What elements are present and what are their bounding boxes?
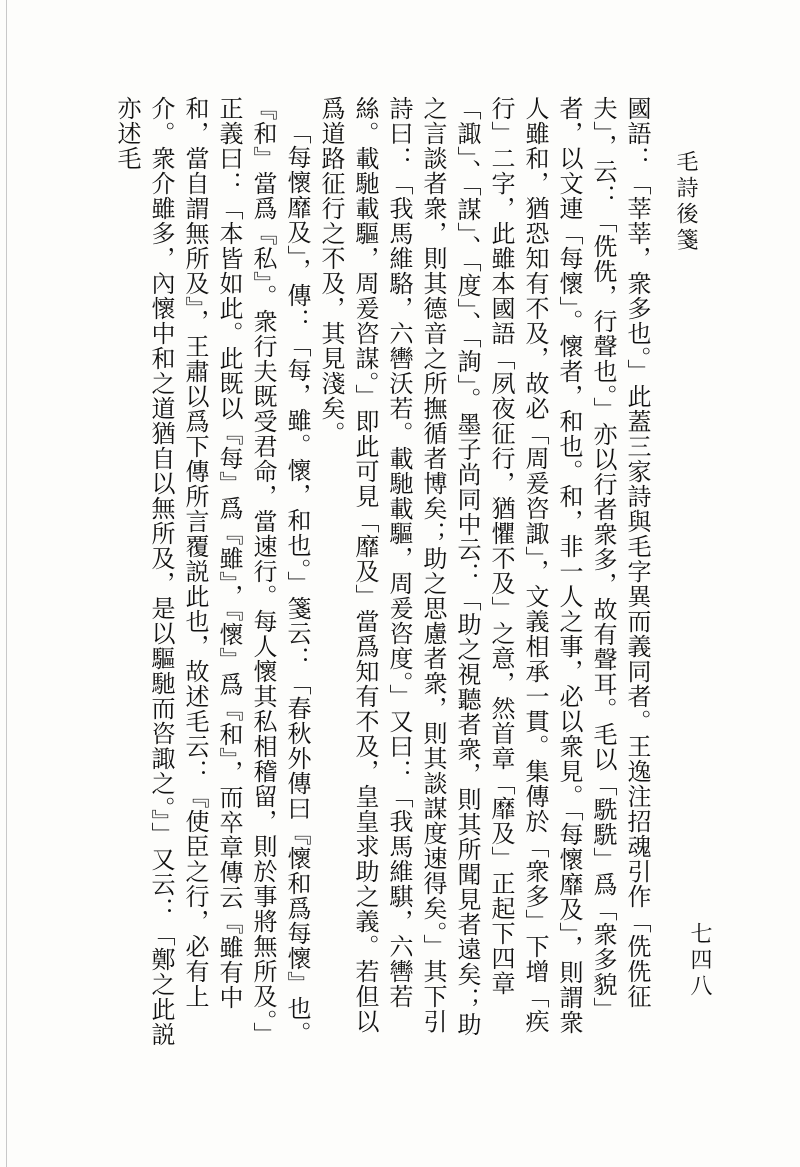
paragraph-2: 「每懷靡及」，傳：「每，雖。懷，和也。」箋云：「春秋外傳曰『懷和爲每懷』也。『和』當爲『私』。衆行夫既受君命，當速行。每人懷其私相稽留，則於事將無所及。」正義曰：「本皆如此。此既以『每』爲『雖』，『懷』爲『和』，而卒章傳云『雖有中和，當自謂無所及』，王肅以爲下傳所言覆説此也，故述毛云：『使臣之行，必有上介。衆介雖多，內懷中和之道猶自以無所及，是以驅馳而咨諏之。』」又云：「鄭之此説亦述毛 [113,96,311,1047]
text-body [88,96,654,1056]
paragraph-1: 國語：「莘莘，衆多也。」此蓋三家詩與毛字異而義同者。王逸注招魂引作「侁侁征夫」，云：「侁侁，行聲也。」亦以行者衆多，故有聲耳。毛以「駪駪」爲「衆多貌」者，以文連「每懷」。懷者，和也。和，非一人之事，必以衆見。「每懷靡及」，則謂衆人雖和，猶恐知有不及，故必「周爰咨諏」，文義相承一貫。集傳於「衆多」下增「疾行」二字，此雖本國語「夙夜征行，猶懼不及」之意，然首章「靡及」正起下四章「諏」、「謀」、「度」、「詢」。墨子尚同中云：「助之視聽者衆，則其所聞見者遠矣；助之言談者衆，則其德音之所撫循者博矣；助之思慮者衆，則其談謀度速得矣。」其下引詩曰：「我馬維駱，六轡沃若。載馳載驅，周爰咨度。」又曰：「我馬維騏，六轡若絲。載馳載驅，周爰咨謀。」即此可見「靡及」當爲知有不及，皇皇求助之義。若但以爲道路征行之不及，其見淺矣。 [317,96,651,1037]
page-number: 七四八 [687,922,712,1000]
running-title: 毛詩後箋 [673,150,698,254]
page-edge [6,0,7,1167]
